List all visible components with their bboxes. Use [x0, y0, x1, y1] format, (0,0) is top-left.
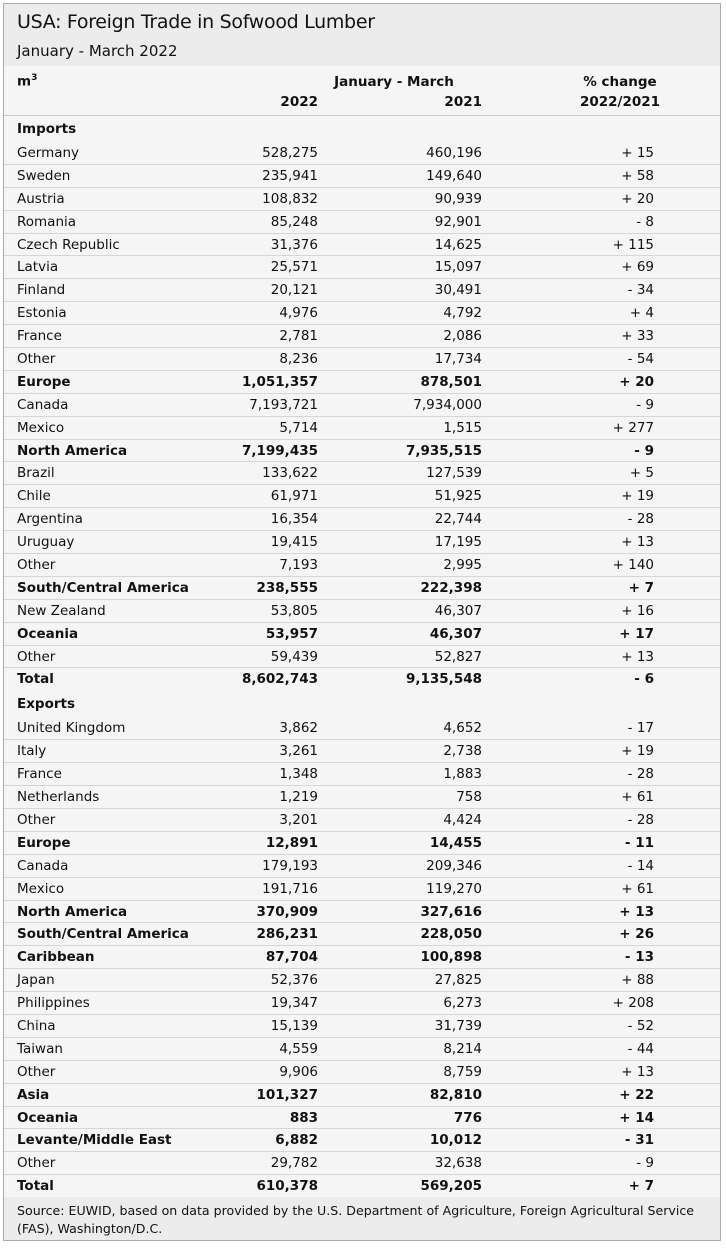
- value-2022: 5,714: [279, 419, 318, 436]
- value-2022: 85,248: [270, 213, 318, 230]
- table-row: [4, 1129, 720, 1152]
- table-row: [4, 142, 720, 165]
- table-row: [4, 969, 720, 992]
- row-label: Levante/Middle East: [17, 1132, 172, 1149]
- unit-label: [17, 73, 37, 90]
- table-row: [4, 188, 720, 211]
- percent-change: + 20: [621, 190, 654, 207]
- percent-change: - 9: [636, 396, 654, 413]
- table-row: [4, 554, 720, 577]
- page-title: USA: Foreign Trade in Sofwood Lumber: [17, 11, 375, 33]
- table-row: [4, 1152, 720, 1175]
- row-label: Asia: [17, 1086, 50, 1103]
- percent-change: - 9: [636, 1155, 654, 1172]
- value-2021: 31,739: [434, 1017, 482, 1034]
- row-label: Uruguay: [17, 534, 75, 551]
- value-2021: 222,398: [420, 579, 482, 596]
- value-2021: 8,214: [443, 1040, 482, 1057]
- unit-base: m: [17, 73, 32, 90]
- percent-change: - 31: [624, 1132, 654, 1149]
- row-label: France: [17, 766, 62, 783]
- percent-change: + 14: [619, 1109, 654, 1126]
- percent-change: - 17: [627, 720, 654, 737]
- value-2021: 9,135,548: [405, 671, 482, 688]
- percent-change: + 7: [628, 579, 654, 596]
- percent-change: - 9: [634, 442, 654, 459]
- percent-change: - 34: [627, 282, 654, 299]
- value-2021: 10,012: [429, 1132, 482, 1149]
- table-row: [4, 946, 720, 969]
- percent-change: - 44: [627, 1040, 654, 1057]
- value-2022: 1,219: [279, 789, 318, 806]
- row-label: Other: [17, 1155, 56, 1172]
- row-label: Other: [17, 557, 56, 574]
- percent-change: + 115: [612, 236, 654, 253]
- row-label: Netherlands: [17, 789, 100, 806]
- row-label: Mexico: [17, 880, 65, 897]
- value-2022: 25,571: [270, 259, 318, 276]
- value-2021: 14,625: [434, 236, 482, 253]
- value-2022: 528,275: [262, 145, 318, 161]
- percent-change: + 13: [621, 534, 654, 551]
- value-2021: 460,196: [426, 145, 482, 161]
- table-row: [4, 600, 720, 623]
- row-label: Caribbean: [17, 949, 95, 966]
- row-label: South/Central America: [17, 579, 189, 596]
- row-label: Sweden: [17, 167, 71, 184]
- value-2022: 29,782: [270, 1155, 318, 1172]
- row-label: Imports: [17, 121, 77, 137]
- row-label: Latvia: [17, 259, 59, 276]
- table-row: [4, 1015, 720, 1038]
- value-2021: 327,616: [420, 903, 482, 920]
- value-2022: 101,327: [256, 1086, 318, 1103]
- page-subtitle: January - March 2022: [17, 42, 178, 60]
- value-2022: 370,909: [256, 903, 318, 920]
- value-2021: 7,935,515: [405, 442, 482, 459]
- value-2022: 2,781: [279, 328, 318, 345]
- row-label: Mexico: [17, 419, 65, 436]
- percent-change: + 88: [621, 972, 654, 989]
- value-2022: 8,602,743: [241, 671, 318, 688]
- table-row: [4, 462, 720, 485]
- percent-change: + 61: [621, 880, 654, 897]
- value-2021: 32,638: [434, 1155, 482, 1172]
- row-label: Oceania: [17, 625, 79, 642]
- table-header: [4, 66, 720, 116]
- percent-change: - 52: [627, 1017, 654, 1034]
- value-2021: 27,825: [434, 972, 482, 989]
- percent-change: - 8: [636, 213, 654, 230]
- value-2021: 1,515: [443, 419, 482, 436]
- value-2021: 209,346: [426, 857, 482, 874]
- percent-change: - 28: [627, 766, 654, 783]
- row-label: Other: [17, 648, 56, 665]
- percent-change: + 140: [612, 557, 654, 574]
- document-frame: [3, 3, 721, 1241]
- value-2022: 53,957: [265, 625, 318, 642]
- table-row: [4, 901, 720, 924]
- table-row: [4, 878, 720, 901]
- value-2021: 119,270: [426, 880, 482, 897]
- value-2022: 7,193,721: [249, 396, 318, 413]
- change-header: % change: [583, 74, 657, 90]
- value-2022: 16,354: [270, 511, 318, 528]
- value-2022: 12,891: [265, 834, 318, 851]
- table-row: [4, 623, 720, 646]
- trade-table: [4, 66, 720, 1197]
- value-2022: 179,193: [262, 857, 318, 874]
- row-label: Finland: [17, 282, 66, 299]
- row-label: Japan: [17, 972, 55, 989]
- table-row: [4, 855, 720, 878]
- value-2022: 61,971: [270, 488, 318, 505]
- value-2022: 3,201: [279, 811, 318, 828]
- row-label: Europe: [17, 834, 71, 851]
- percent-change: + 69: [621, 259, 654, 276]
- value-2021: 4,792: [443, 305, 482, 322]
- row-label: Other: [17, 351, 56, 368]
- row-label: Argentina: [17, 511, 83, 528]
- table-row: [4, 371, 720, 394]
- value-2022: 4,976: [279, 305, 318, 322]
- value-2022: 8,236: [279, 351, 318, 368]
- table-row: [4, 786, 720, 809]
- row-label: Czech Republic: [17, 236, 120, 253]
- table-row: [4, 302, 720, 325]
- table-row: [4, 440, 720, 463]
- table-row: [4, 1084, 720, 1107]
- value-2021: 569,205: [420, 1178, 482, 1195]
- table-row: [4, 531, 720, 554]
- value-2022: 191,716: [262, 880, 318, 897]
- table-row: [4, 717, 720, 740]
- table-row: [4, 992, 720, 1015]
- table-row: [4, 1061, 720, 1084]
- percent-change: + 7: [628, 1178, 654, 1195]
- value-2021: 92,901: [434, 213, 482, 230]
- row-label: Other: [17, 811, 56, 828]
- row-label: United Kingdom: [17, 720, 126, 737]
- percent-change: + 20: [619, 373, 654, 390]
- table-row: [4, 417, 720, 440]
- table-row: [4, 832, 720, 855]
- value-2022: 3,261: [279, 743, 318, 760]
- table-row: [4, 763, 720, 786]
- value-2021: 90,939: [434, 190, 482, 207]
- period-header: January - March: [334, 74, 454, 90]
- value-2022: 59,439: [270, 648, 318, 665]
- value-2021: 82,810: [429, 1086, 482, 1103]
- row-label: Germany: [17, 145, 80, 161]
- row-label: New Zealand: [17, 602, 106, 619]
- row-label: Philippines: [17, 995, 90, 1012]
- year-2022-header: 2022: [280, 94, 318, 110]
- value-2022: 7,199,435: [241, 442, 318, 459]
- value-2021: 4,424: [443, 811, 482, 828]
- value-2022: 133,622: [262, 465, 318, 482]
- value-2022: 883: [289, 1109, 318, 1126]
- value-2021: 2,086: [443, 328, 482, 345]
- value-2022: 1,348: [279, 766, 318, 783]
- percent-change: + 17: [619, 625, 654, 642]
- value-2021: 2,995: [443, 557, 482, 574]
- value-2022: 53,805: [270, 602, 318, 619]
- percent-change: + 13: [619, 903, 654, 920]
- table-row: [4, 668, 720, 691]
- percent-change: + 15: [621, 145, 654, 161]
- row-label: North America: [17, 442, 128, 459]
- table-row: [4, 646, 720, 669]
- value-2021: 46,307: [434, 602, 482, 619]
- percent-change: + 19: [621, 488, 654, 505]
- section-header: [4, 116, 720, 142]
- table-row: [4, 256, 720, 279]
- value-2021: 228,050: [420, 926, 482, 943]
- percent-change: + 4: [629, 305, 654, 322]
- year-2021-header: 2021: [444, 94, 482, 110]
- row-label: China: [17, 1017, 56, 1034]
- value-2021: 15,097: [434, 259, 482, 276]
- value-2021: 149,640: [426, 167, 482, 184]
- table-row: [4, 211, 720, 234]
- value-2021: 8,759: [443, 1063, 482, 1080]
- value-2021: 52,827: [434, 648, 482, 665]
- percent-change: + 5: [629, 465, 654, 482]
- value-2021: 17,734: [434, 351, 482, 368]
- table-row: [4, 1038, 720, 1061]
- value-2022: 610,378: [256, 1178, 318, 1195]
- value-2022: 19,347: [270, 995, 318, 1012]
- percent-change: + 13: [621, 1063, 654, 1080]
- row-label: Other: [17, 1063, 56, 1080]
- row-label: Brazil: [17, 465, 55, 482]
- table-row: [4, 577, 720, 600]
- percent-change: + 26: [619, 926, 654, 943]
- row-label: North America: [17, 903, 128, 920]
- row-label: Europe: [17, 373, 71, 390]
- value-2021: 17,195: [434, 534, 482, 551]
- value-2022: 4,559: [279, 1040, 318, 1057]
- value-2022: 3,862: [279, 720, 318, 737]
- row-label: Romania: [17, 213, 77, 230]
- value-2022: 6,882: [275, 1132, 318, 1149]
- percent-change: - 28: [627, 811, 654, 828]
- row-label: France: [17, 328, 62, 345]
- section-header: [4, 691, 720, 717]
- value-2022: 1,051,357: [241, 373, 318, 390]
- unit-superscript: 3: [31, 73, 38, 83]
- row-label: Exports: [17, 696, 76, 713]
- value-2021: 758: [456, 789, 482, 806]
- percent-change: - 54: [627, 351, 654, 368]
- value-2021: 51,925: [434, 488, 482, 505]
- value-2021: 30,491: [434, 282, 482, 299]
- value-2022: 20,121: [270, 282, 318, 299]
- percent-change: + 208: [612, 995, 654, 1012]
- value-2021: 6,273: [443, 995, 482, 1012]
- value-2022: 286,231: [256, 926, 318, 943]
- value-2022: 31,376: [270, 236, 318, 253]
- table-row: [4, 740, 720, 763]
- row-label: Chile: [17, 488, 51, 505]
- value-2022: 9,906: [279, 1063, 318, 1080]
- source-note: Source: EUWID, based on data provided by the U.S. Department of Agriculture, Foreign Agricultural Service (FAS), Washington/D.C.: [17, 1203, 695, 1236]
- value-2021: 4,652: [443, 720, 482, 737]
- table-row: [4, 809, 720, 832]
- percent-change: + 61: [621, 789, 654, 806]
- value-2021: 46,307: [429, 625, 482, 642]
- value-2021: 14,455: [429, 834, 482, 851]
- percent-change: + 13: [621, 648, 654, 665]
- row-label: Estonia: [17, 305, 67, 322]
- table-row: [4, 348, 720, 371]
- table-row: [4, 923, 720, 946]
- value-2021: 878,501: [420, 373, 482, 390]
- percent-change: - 13: [624, 949, 654, 966]
- value-2022: 238,555: [256, 579, 318, 596]
- row-label: Total: [17, 1178, 54, 1195]
- table-row: [4, 325, 720, 348]
- table-row: [4, 1107, 720, 1130]
- table-row: [4, 165, 720, 188]
- table-row: [4, 485, 720, 508]
- percent-change: + 58: [621, 167, 654, 184]
- row-label: Canada: [17, 857, 69, 874]
- header: [4, 4, 720, 66]
- change-period-header: 2022/2021: [579, 94, 661, 110]
- value-2021: 7,934,000: [413, 396, 482, 413]
- row-label: South/Central America: [17, 926, 189, 943]
- value-2022: 15,139: [270, 1017, 318, 1034]
- percent-change: - 6: [634, 671, 654, 688]
- value-2022: 19,415: [270, 534, 318, 551]
- value-2022: 87,704: [265, 949, 318, 966]
- value-2021: 22,744: [434, 511, 482, 528]
- table-row: [4, 508, 720, 531]
- row-label: Total: [17, 671, 54, 688]
- value-2021: 776: [453, 1109, 482, 1126]
- value-2022: 7,193: [279, 557, 318, 574]
- table-body: [4, 116, 720, 1198]
- row-label: Canada: [17, 396, 69, 413]
- percent-change: - 14: [627, 857, 654, 874]
- percent-change: + 19: [621, 743, 654, 760]
- row-label: Oceania: [17, 1109, 79, 1126]
- row-label: Taiwan: [17, 1040, 63, 1057]
- table-row: [4, 234, 720, 257]
- percent-change: + 22: [619, 1086, 654, 1103]
- table-row: [4, 279, 720, 302]
- percent-change: - 11: [624, 834, 654, 851]
- value-2022: 108,832: [262, 190, 318, 207]
- table-row: [4, 1175, 720, 1198]
- value-2022: 52,376: [270, 972, 318, 989]
- row-label: Austria: [17, 190, 65, 207]
- row-label: Italy: [17, 743, 47, 760]
- percent-change: + 33: [621, 328, 654, 345]
- percent-change: - 28: [627, 511, 654, 528]
- percent-change: + 277: [612, 419, 654, 436]
- value-2022: 235,941: [262, 167, 318, 184]
- value-2021: 2,738: [443, 743, 482, 760]
- value-2021: 1,883: [443, 766, 482, 783]
- percent-change: + 16: [621, 602, 654, 619]
- value-2021: 127,539: [426, 465, 482, 482]
- table-row: [4, 394, 720, 417]
- value-2021: 100,898: [420, 949, 482, 966]
